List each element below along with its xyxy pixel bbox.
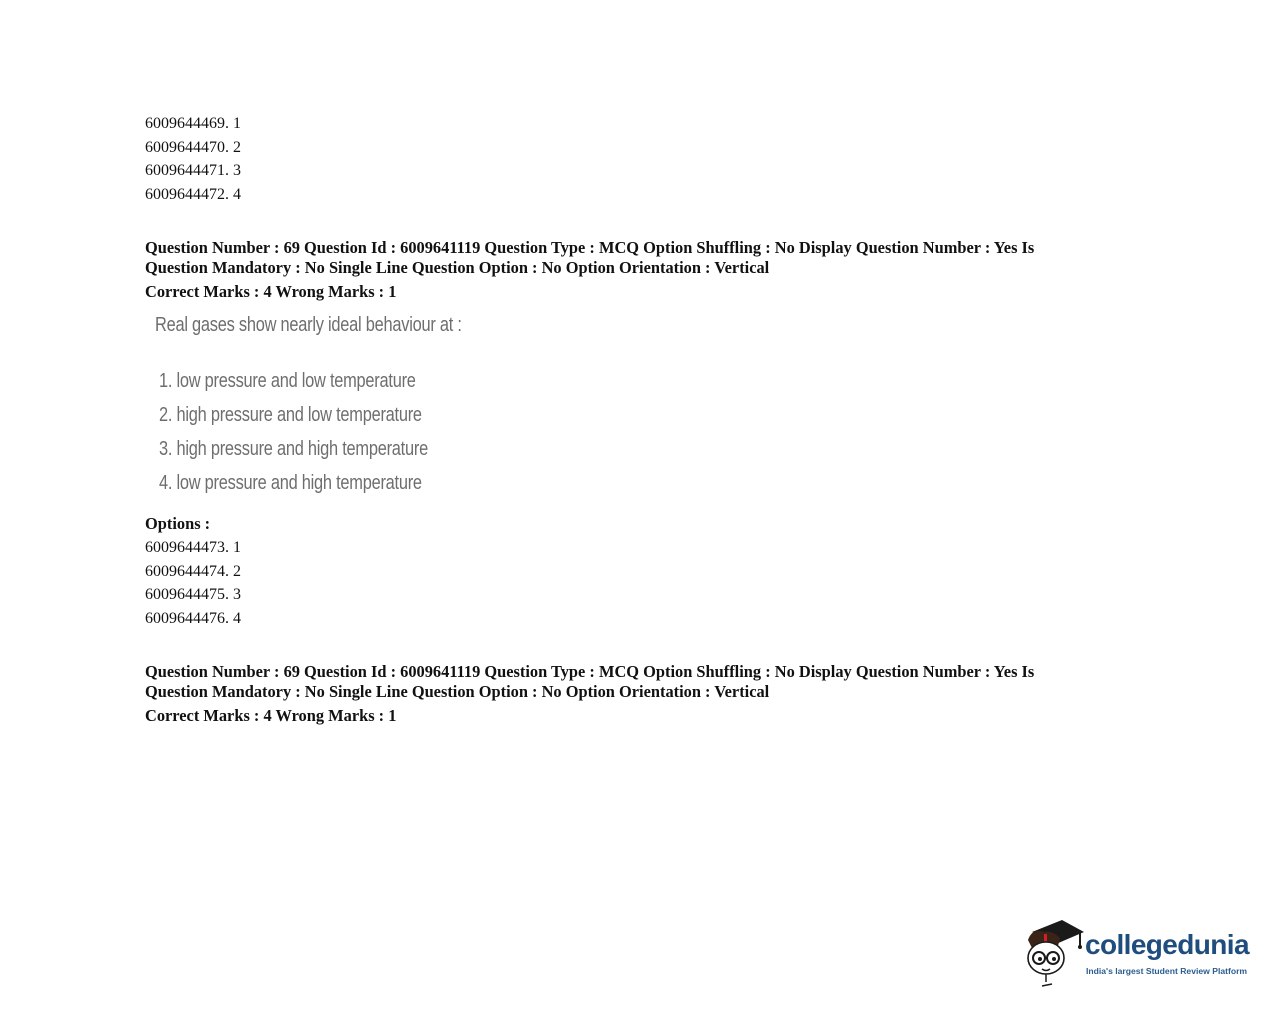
options-section [145, 514, 210, 534]
question-choice: 3. high pressure and high temperature [159, 438, 428, 460]
option-line: 6009644475. 3 [145, 586, 241, 604]
option-line: 6009644471. 3 [145, 162, 241, 180]
options-label: Options : [145, 514, 211, 533]
question-meta-line: Question Mandatory : No Single Line Question Option : No Option Orientation : Vertical [145, 257, 770, 277]
collegedunia-logo [1022, 916, 1262, 992]
question-image [145, 308, 475, 504]
option-line: 6009644469. 1 [145, 115, 241, 132]
marks-line: Correct Marks : 4 Wrong Marks : 1 [145, 706, 397, 725]
question-meta-line: Question Mandatory : No Single Line Question Option : No Option Orientation : Vertical [145, 681, 770, 701]
question-header [145, 662, 1095, 701]
question-choice: 2. high pressure and low temperature [159, 404, 422, 426]
logo-tagline: India's largest Student Review Platform [1086, 966, 1248, 976]
option-line: 6009644474. 2 [145, 562, 241, 580]
option-line: 6009644472. 4 [145, 186, 241, 204]
option-line: 6009644473. 1 [145, 539, 241, 556]
question-marks [145, 282, 396, 302]
marks-line: Correct Marks : 4 Wrong Marks : 1 [145, 282, 397, 301]
question-stem: Real gases show nearly ideal behaviour at : [155, 314, 462, 336]
question-meta-line: Question Number : 69 Question Id : 6009641119 Question Type : MCQ Option Shuffling : No Display Question Number : Yes Is [145, 662, 1035, 681]
question-header [145, 238, 1095, 277]
logo-wordmark: collegedunia [1085, 929, 1249, 960]
options-list [145, 536, 241, 631]
question-choice: 4. low pressure and high temperature [159, 472, 422, 494]
option-line: 6009644470. 2 [145, 138, 241, 156]
option-line: 6009644476. 4 [145, 610, 241, 628]
question-meta-line: Question Number : 69 Question Id : 6009641119 Question Type : MCQ Option Shuffling : No Display Question Number : Yes Is [145, 238, 1035, 257]
question-marks [145, 706, 396, 726]
student-mascot-icon [1022, 916, 1088, 992]
question-choice: 1. low pressure and low temperature [159, 370, 416, 392]
previous-options-list [145, 112, 241, 207]
